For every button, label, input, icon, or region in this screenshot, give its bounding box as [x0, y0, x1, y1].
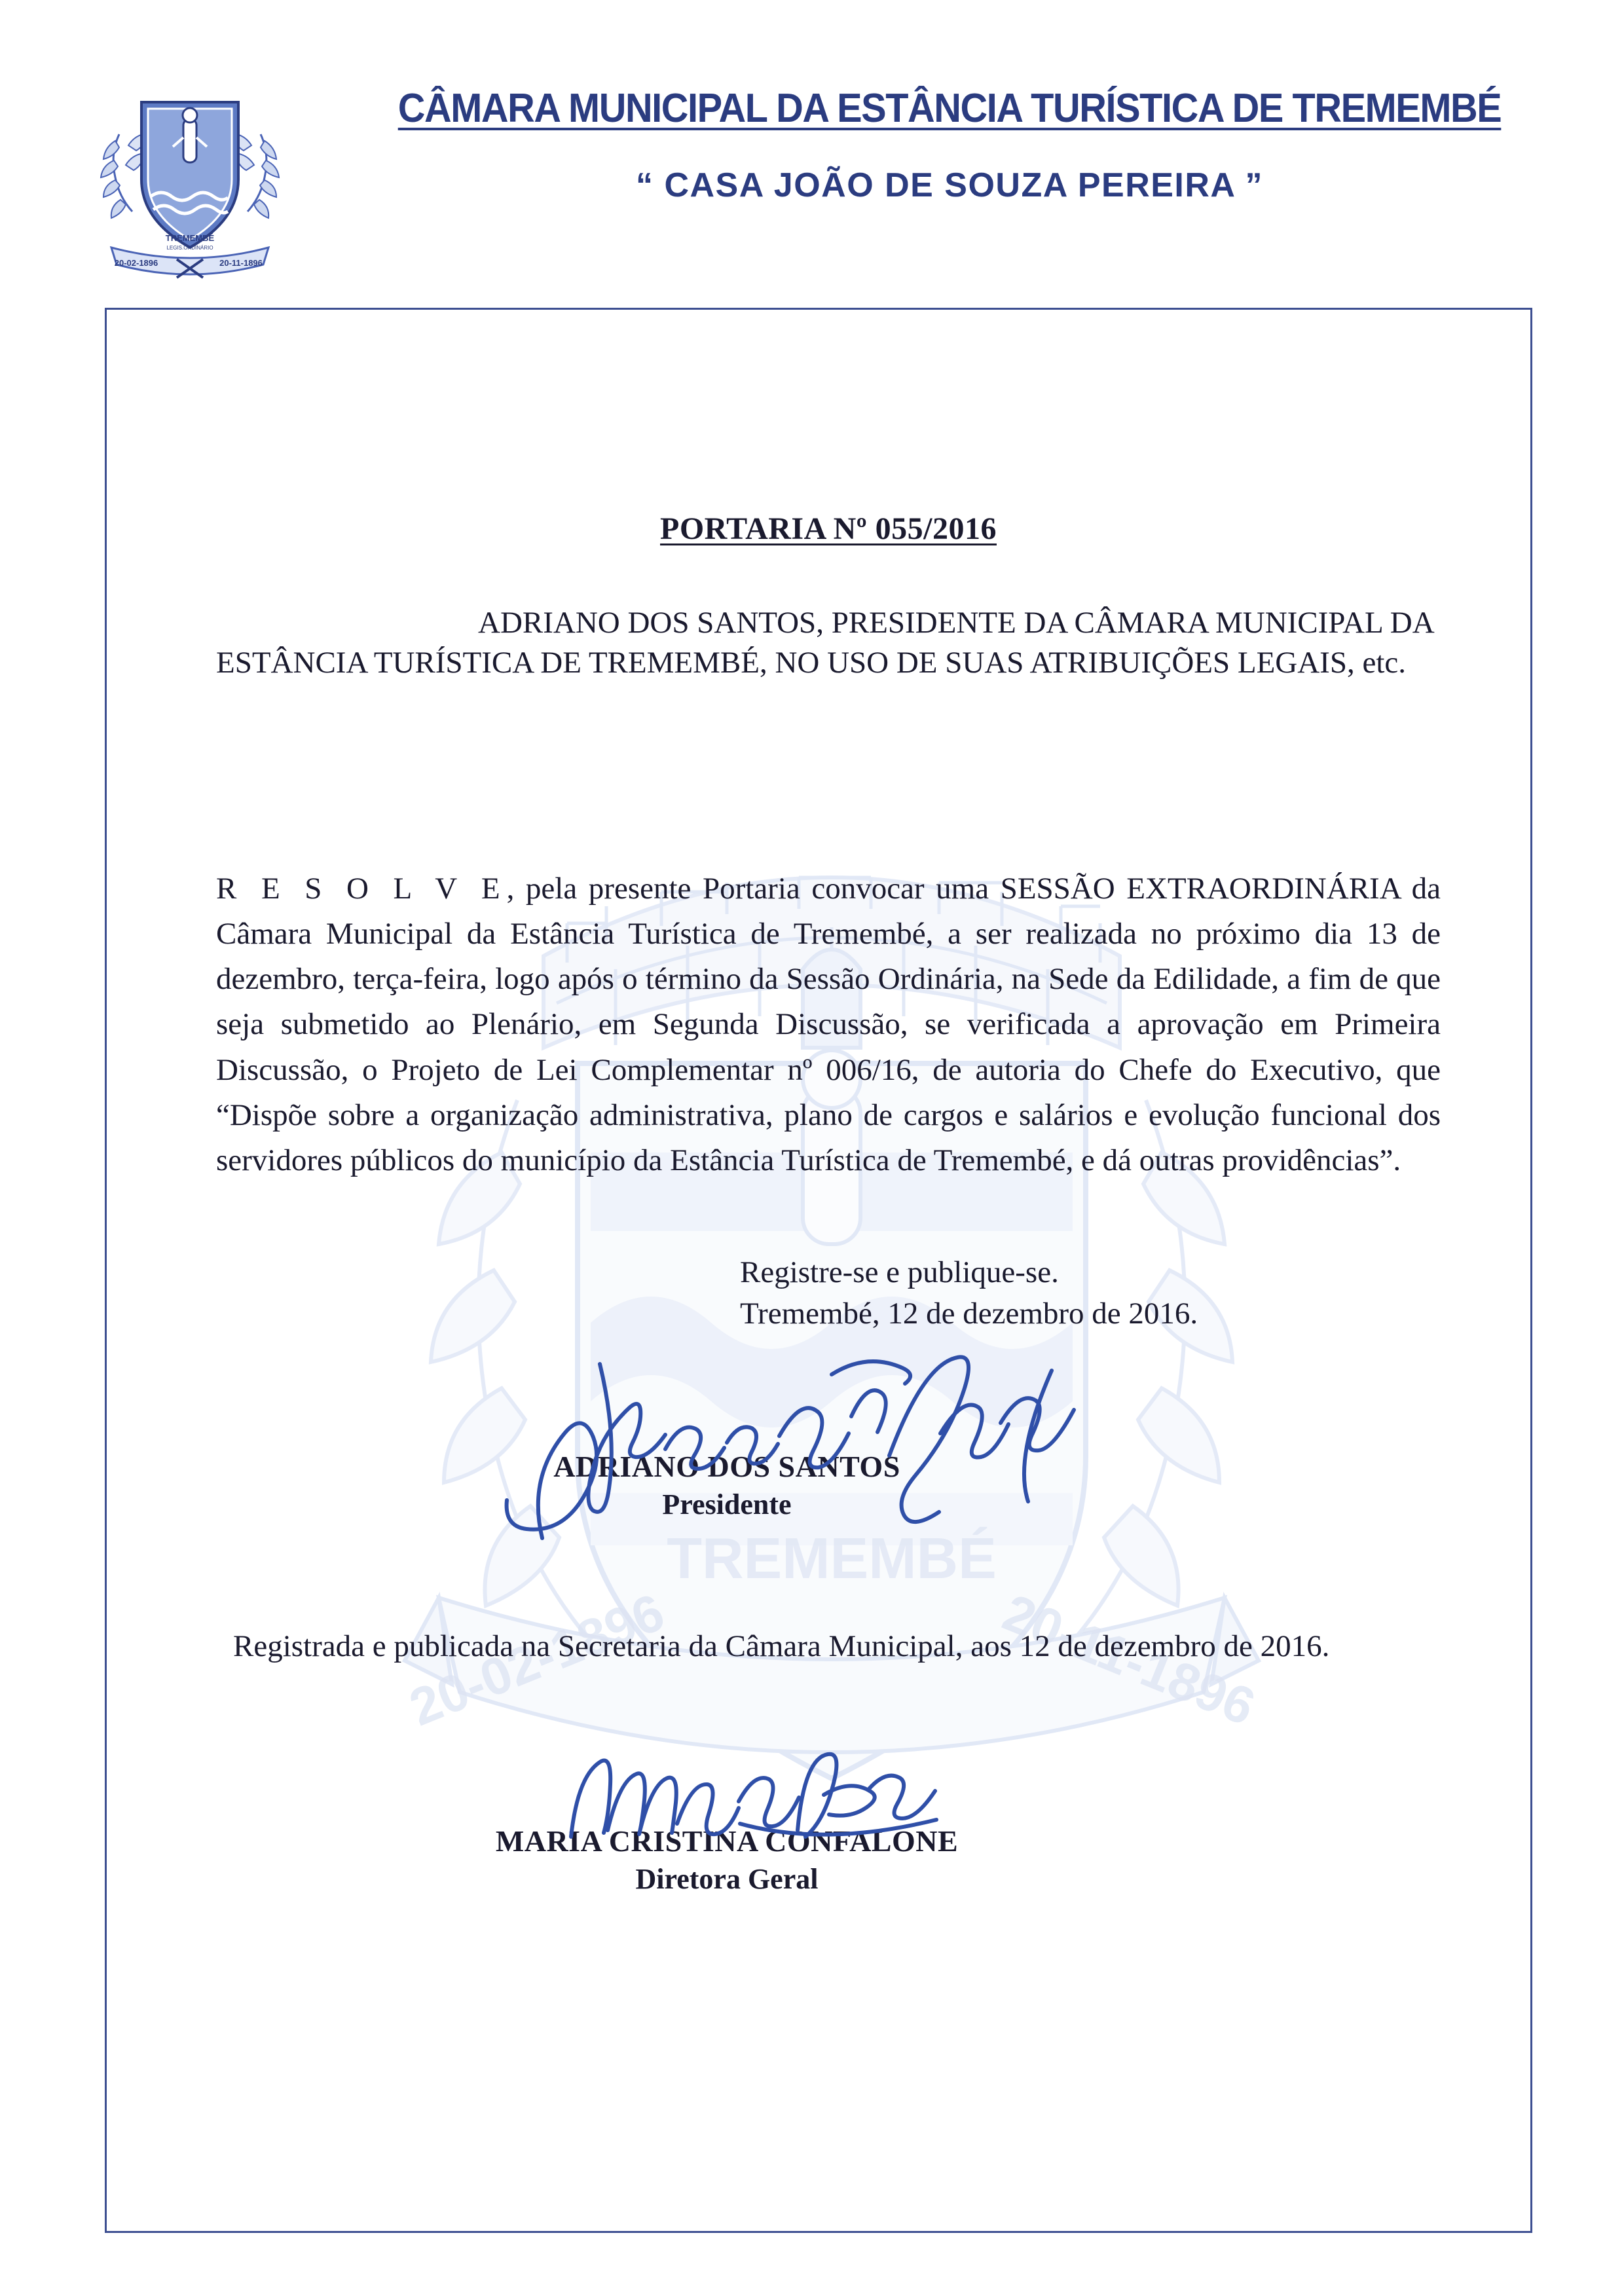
document-title: PORTARIA Nº 055/2016 [660, 511, 997, 546]
crest-date-left: 20-02-1896 [114, 258, 158, 268]
svg-text:LEGIS.ORDINÁRIO: LEGIS.ORDINÁRIO [166, 245, 213, 251]
tremembe-coat-of-arms-icon [85, 72, 295, 288]
crest-name-label: TREMEMBÉ [165, 233, 215, 243]
director-name: MARIA CRISTINA CONFALONE [495, 1824, 959, 1858]
svg-text:20-11-1896: 20-11-1896 [995, 1583, 1263, 1737]
header-title-block [327, 85, 1572, 205]
president-role: Presidente [662, 1488, 792, 1520]
institution-title: CÂMARA MUNICIPAL DA ESTÂNCIA TURÍSTICA DE TREMEMBÉ [397, 86, 1502, 131]
resolve-paragraph [216, 866, 1441, 1183]
resolve-body-text: , pela presente Portaria convocar uma SESSÃO EXTRAORDINÁRIA da Câmara Municipal da Estância Turística de Tremembé, a ser realizada no próximo dia 13 de dezembro, terça-feira, logo após o término da Sessão Ordinária, na Sede da Edilidade, a fim de que seja submetido ao Plenário, em Segunda Discussão, se verificada a aprovação em Primeira Discussão, o Projeto de Lei Complementar nº 006/16, de autoria do Chefe do Executivo, que “Dispõe sobre a organização administrativa, plano de cargos e salários e evolução funcional dos servidores públicos do município da Estância Turística de Tremembé, e dá outras providências”. [216, 872, 1441, 1177]
president-name: ADRIANO DOS SANTOS [553, 1449, 900, 1483]
preamble-paragraph [216, 603, 1441, 683]
crest-date-right: 20-11-1896 [219, 258, 263, 268]
president-signature-block [216, 1449, 1238, 1521]
director-role: Diretora Geral [635, 1862, 819, 1895]
svg-text:20-02-1896: 20-02-1896 [401, 1582, 673, 1737]
closing-line-place-date: Tremembé, 12 de dezembro de 2016. [740, 1296, 1198, 1331]
document-body [216, 511, 1441, 1896]
resolve-keyword: R E S O L V E [216, 872, 507, 906]
closing-line-register: Registre-se e publique-se. [740, 1255, 1059, 1289]
svg-text:TREMEMBÉ: TREMEMBÉ [667, 1526, 997, 1591]
institution-subtitle: “ CASA JOÃO DE SOUZA PEREIRA ” [636, 166, 1263, 204]
registry-note: Registrada e publicada na Secretaria da Câmara Municipal, aos 12 de dezembro de 2016. [233, 1629, 1330, 1663]
document-header [0, 46, 1624, 288]
director-signature-block [216, 1824, 1238, 1896]
closing-block [740, 1252, 1441, 1335]
preamble-text: ADRIANO DOS SANTOS, PRESIDENTE DA CÂMARA MUNICIPAL DA ESTÂNCIA TURÍSTICA DE TREMEMBÉ, NO USO DE SUAS ATRIBUIÇÕES LEGAIS, etc. [216, 606, 1433, 680]
